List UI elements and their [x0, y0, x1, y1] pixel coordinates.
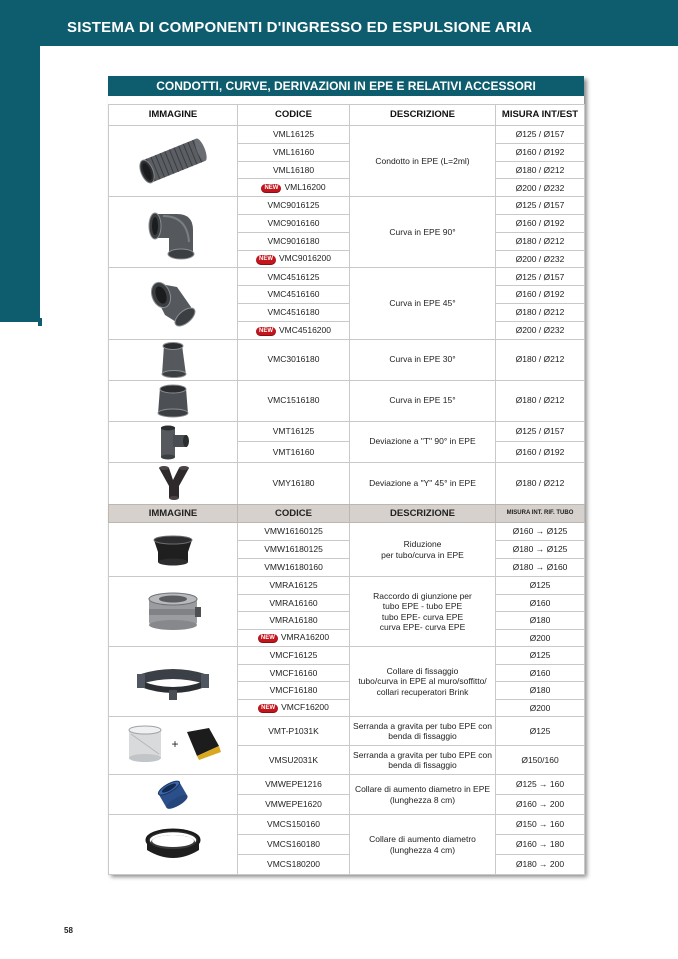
size-cell: Ø180 → Ø160	[496, 559, 585, 577]
description-cell: Curva in EPE 90°	[350, 197, 496, 268]
table-row	[109, 380, 585, 421]
code-cell: VMC4516125	[238, 268, 350, 286]
size-cell: Ø125 / Ø157	[496, 268, 585, 286]
table-row	[109, 197, 585, 215]
size-cell: Ø180	[496, 612, 585, 630]
code-cell: VMRA16180	[238, 612, 350, 630]
code-cell	[238, 699, 350, 717]
code-cell	[238, 321, 350, 339]
size-cell: Ø160 / Ø192	[496, 286, 585, 304]
elbow-15-image	[109, 380, 238, 421]
new-badge: NEW	[256, 255, 276, 264]
code-cell: VMC9016160	[238, 214, 350, 232]
size-cell: Ø160 / Ø192	[496, 442, 585, 463]
code-cell: VMC9016125	[238, 197, 350, 215]
code-cell: VMRA16125	[238, 577, 350, 595]
size-cell: Ø200 / Ø232	[496, 179, 585, 197]
widening-collar-8cm-image	[109, 775, 238, 815]
header-description: DESCRIZIONE	[350, 505, 496, 523]
coupling-image	[109, 577, 238, 647]
size-cell: Ø180 / Ø212	[496, 303, 585, 321]
description-cell: Collare di aumento diametro in EPE (lunghezza 8 cm)	[350, 775, 496, 815]
code-cell: VMC4516160	[238, 286, 350, 304]
size-cell: Ø180 / Ø212	[496, 232, 585, 250]
table-row	[109, 523, 585, 541]
code-cell: VMW16180160	[238, 559, 350, 577]
code-cell: VMT16125	[238, 421, 350, 442]
code-cell: VMCS160180	[238, 835, 350, 855]
size-cell: Ø150 → 160	[496, 815, 585, 835]
size-cell: Ø125 → 160	[496, 775, 585, 795]
side-bar	[0, 46, 40, 322]
code-cell: VMCS150160	[238, 815, 350, 835]
code-text: VMC4516200	[279, 324, 331, 335]
section-title: CONDOTTI, CURVE, DERIVAZIONI IN EPE E RELATIVI ACCESSORI	[108, 76, 584, 96]
size-cell: Ø200	[496, 699, 585, 717]
new-badge: NEW	[258, 704, 278, 713]
description-cell: Curva in EPE 45°	[350, 268, 496, 339]
table-row	[109, 462, 585, 504]
size-cell: Ø160	[496, 594, 585, 612]
table-header-row	[109, 505, 585, 523]
code-cell: VMRA16160	[238, 594, 350, 612]
description-cell: Curva in EPE 15°	[350, 380, 496, 421]
code-cell: VMCS180200	[238, 855, 350, 875]
code-cell: VMT16160	[238, 442, 350, 463]
code-text: VMC9016200	[279, 253, 331, 264]
code-text: VMRA16200	[280, 632, 330, 643]
new-badge: NEW	[256, 327, 276, 336]
code-cell: VML16125	[238, 126, 350, 144]
table-row	[109, 775, 585, 795]
table-row	[109, 339, 585, 380]
size-cell: Ø180	[496, 682, 585, 700]
code-cell: VMCF16180	[238, 682, 350, 700]
code-cell: VMC1516180	[238, 380, 350, 421]
code-cell	[238, 250, 350, 268]
description-cell: Serranda a gravita per tubo EPE con benda di fissaggio	[350, 717, 496, 746]
code-cell	[238, 179, 350, 197]
size-cell: Ø160 → Ø125	[496, 523, 585, 541]
size-cell: Ø160	[496, 664, 585, 682]
table-row	[109, 577, 585, 595]
size-cell: Ø160 / Ø192	[496, 143, 585, 161]
catalog-panel	[108, 76, 584, 874]
products-table-1	[108, 104, 585, 505]
code-cell: VMC3016180	[238, 339, 350, 380]
size-cell: Ø125 / Ø157	[496, 421, 585, 442]
damper-image	[109, 717, 238, 775]
table-row	[109, 268, 585, 286]
code-cell: VMW16180125	[238, 541, 350, 559]
description-cell: Deviazione a "T" 90° in EPE	[350, 421, 496, 462]
code-cell: VMC9016180	[238, 232, 350, 250]
size-cell: Ø160 / Ø192	[496, 214, 585, 232]
pipe-image	[109, 126, 238, 197]
code-cell: VMC4516180	[238, 303, 350, 321]
code-cell: VML16160	[238, 143, 350, 161]
code-cell: VMY16180	[238, 462, 350, 504]
table-row	[109, 647, 585, 665]
elbow-90-image	[109, 197, 238, 268]
size-cell: Ø125	[496, 577, 585, 595]
new-badge: NEW	[261, 184, 281, 193]
code-text: VMCF16200	[281, 702, 329, 713]
code-cell: VMSU2031K	[238, 746, 350, 775]
new-badge: NEW	[258, 634, 278, 643]
code-cell: VMW16160125	[238, 523, 350, 541]
size-cell: Ø200 / Ø232	[496, 321, 585, 339]
table-row	[109, 815, 585, 835]
header-code: CODICE	[238, 105, 350, 126]
size-cell: Ø200	[496, 629, 585, 647]
code-cell: VMWEPE1216	[238, 775, 350, 795]
fixing-collar-image	[109, 647, 238, 717]
size-cell: Ø125 / Ø157	[496, 197, 585, 215]
y-branch-image	[109, 462, 238, 504]
description-cell: Collare di aumento diametro (lunghezza 4 cm)	[350, 815, 496, 875]
size-cell: Ø200 / Ø232	[496, 250, 585, 268]
elbow-45-image	[109, 268, 238, 339]
plus-sign: +	[171, 737, 179, 752]
size-cell: Ø160 → 200	[496, 795, 585, 815]
description-cell: Deviazione a "Y" 45° in EPE	[350, 462, 496, 504]
size-cell: Ø125	[496, 647, 585, 665]
elbow-30-image	[109, 339, 238, 380]
header-description: DESCRIZIONE	[350, 105, 496, 126]
description-cell: Raccordo di giunzione per tubo EPE - tubo EPE tubo EPE- curva EPE curva EPE- curva EPE	[350, 577, 496, 647]
code-text: VML16200	[284, 182, 326, 193]
code-cell: VML16180	[238, 161, 350, 179]
size-cell: Ø180 / Ø212	[496, 161, 585, 179]
page-title: SISTEMA DI COMPONENTI D'INGRESSO ED ESPULSIONE ARIA	[67, 19, 533, 36]
size-cell: Ø125	[496, 717, 585, 746]
widening-collar-4cm-image	[109, 815, 238, 875]
code-cell: VMT-P1031K	[238, 717, 350, 746]
size-cell: Ø180 / Ø212	[496, 462, 585, 504]
size-cell: Ø160 → 180	[496, 835, 585, 855]
header-size: MISURA INT/EST	[496, 105, 585, 126]
tee-image	[109, 421, 238, 462]
description-cell: Riduzione per tubo/curva in EPE	[350, 523, 496, 577]
code-cell: VMCF16125	[238, 647, 350, 665]
size-cell: Ø180 → Ø125	[496, 541, 585, 559]
reducer-image	[109, 523, 238, 577]
table-row	[109, 717, 585, 746]
size-cell: Ø125 / Ø157	[496, 126, 585, 144]
code-cell	[238, 629, 350, 647]
table-header-row	[109, 105, 585, 126]
size-cell: Ø180 → 200	[496, 855, 585, 875]
header-image: IMMAGINE	[109, 105, 238, 126]
table-row	[109, 126, 585, 144]
table-row	[109, 421, 585, 442]
description-cell: Condotto in EPE (L=2ml)	[350, 126, 496, 197]
size-cell: Ø150/160	[496, 746, 585, 775]
code-cell: VMWEPE1620	[238, 795, 350, 815]
description-cell: Serranda a gravita per tubo EPE con benda di fissaggio	[350, 746, 496, 775]
size-cell: Ø180 / Ø212	[496, 380, 585, 421]
size-cell: Ø180 / Ø212	[496, 339, 585, 380]
header-code: CODICE	[238, 505, 350, 523]
header-image: IMMAGINE	[109, 505, 238, 523]
products-table-2	[108, 504, 585, 875]
code-cell: VMCF16160	[238, 664, 350, 682]
description-cell: Curva in EPE 30°	[350, 339, 496, 380]
page-number: 58	[64, 926, 73, 935]
header-size: MISURA INT. RIF. TUBO	[496, 505, 585, 523]
description-cell: Collare di fissaggio tubo/curva in EPE al muro/soffitto/ collari recuperatori Brink	[350, 647, 496, 717]
